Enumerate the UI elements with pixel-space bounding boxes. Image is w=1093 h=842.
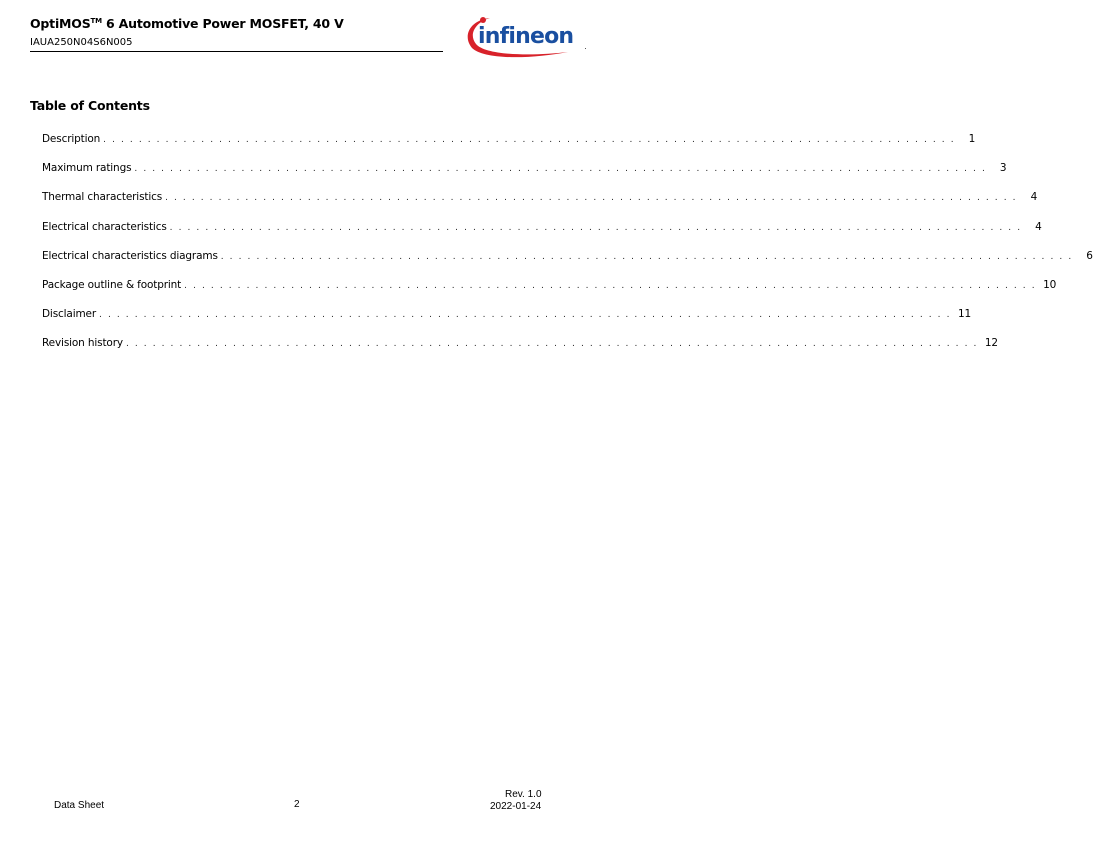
footer-date: 2022-01-24 [490,801,542,812]
toc-entry[interactable] [42,278,1057,308]
toc-entry-page[interactable]: 4 [1030,191,1038,204]
toc-entry-label[interactable]: Description [42,133,101,145]
toc-entry[interactable] [42,191,1038,220]
toc-leader-dots: . . . . . . . . . . . . . . . . . . . . . . . . . . . . . . . . . . . . . . . . . . . . . . . . . . . . . . . . . . . . . . . . . . . . . . . . . . . . . . . . . . . . . . . . . . . . . . . . [125,339,978,350]
toc-entry-page[interactable]: 6 [1086,249,1093,262]
toc-heading: Table of Contents [30,98,150,113]
footer-page-number: 2 [294,799,300,810]
logo-wordmark: infineon [478,24,574,49]
infineon-logo [462,12,572,60]
title-prefix: OptiMOS [30,16,91,31]
toc-entry[interactable] [42,337,998,366]
stray-mark [585,48,586,49]
toc-entry-label[interactable]: Electrical characteristics [42,220,167,233]
title-suffix: 6 Automotive Power MOSFET, 40 V [101,16,344,31]
toc-entry-page[interactable]: 1 [968,133,976,145]
toc-entry[interactable] [42,249,1093,279]
toc-leader-dots: . . . . . . . . . . . . . . . . . . . . . . . . . . . . . . . . . . . . . . . . . . . . . . . . . . . . . . . . . . . . . . . . . . . . . . . . . . . . . . . . . . . . . . . . . . . . . . . . [220,251,1073,262]
toc-entry-label[interactable]: Electrical characteristics diagrams [42,249,218,262]
toc-leader-dots: . . . . . . . . . . . . . . . . . . . . . . . . . . . . . . . . . . . . . . . . . . . . . . . . . . . . . . . . . . . . . . . . . . . . . . . . . . . . . . . . . . . . . . . . . . . . . . . . [169,222,1022,233]
toc-entry-page[interactable]: 3 [999,162,1007,175]
footer-doc-type: Data Sheet [54,800,105,811]
toc-entry-label[interactable]: Disclaimer [42,308,97,321]
footer-revision: Rev. 1.0 [505,789,542,800]
toc-entry[interactable] [42,220,1042,250]
toc-entry[interactable] [42,308,972,337]
toc-entry-page[interactable]: 10 [1043,278,1057,291]
toc-leader-dots: . . . . . . . . . . . . . . . . . . . . . . . . . . . . . . . . . . . . . . . . . . . . . . . . . . . . . . . . . . . . . . . . . . . . . . . . . . . . . . . . . . . . . . . . . . . . . . . . [165,193,1018,204]
toc-leader-dots: . . . . . . . . . . . . . . . . . . . . . . . . . . . . . . . . . . . . . . . . . . . . . . . . . . . . . . . . . . . . . . . . . . . . . . . . . . . . . . . . . . . . . . . . . . . . . . . . [184,280,1037,291]
toc-entry-label[interactable]: Thermal characteristics [42,191,163,204]
toc-leader-dots: . . . . . . . . . . . . . . . . . . . . . . . . . . . . . . . . . . . . . . . . . . . . . . . . . . . . . . . . . . . . . . . . . . . . . . . . . . . . . . . . . . . . . . . . . . . . . . . . [99,310,952,321]
document-title [30,16,344,31]
toc-entry[interactable] [42,133,976,162]
toc-entry-label[interactable]: Package outline & footprint [42,278,182,291]
toc-list [42,133,1093,367]
toc-entry-page[interactable]: 4 [1035,220,1042,233]
toc-entry-page[interactable]: 12 [984,337,998,350]
toc-leader-dots: . . . . . . . . . . . . . . . . . . . . . . . . . . . . . . . . . . . . . . . . . . . . . . . . . . . . . . . . . . . . . . . . . . . . . . . . . . . . . . . . . . . . . . . . . . . . . . . . [103,135,956,145]
trademark-symbol: TM [90,17,102,25]
header-divider [30,51,443,52]
toc-leader-dots: . . . . . . . . . . . . . . . . . . . . . . . . . . . . . . . . . . . . . . . . . . . . . . . . . . . . . . . . . . . . . . . . . . . . . . . . . . . . . . . . . . . . . . . . . . . . . . . . [134,164,987,175]
toc-entry[interactable] [42,162,1007,191]
toc-entry-label[interactable]: Revision history [42,337,123,350]
part-number: IAUA250N04S6N005 [30,37,133,48]
toc-entry-label[interactable]: Maximum ratings [42,162,132,175]
toc-entry-page[interactable]: 11 [958,308,972,321]
logo-i-dot [480,17,486,23]
